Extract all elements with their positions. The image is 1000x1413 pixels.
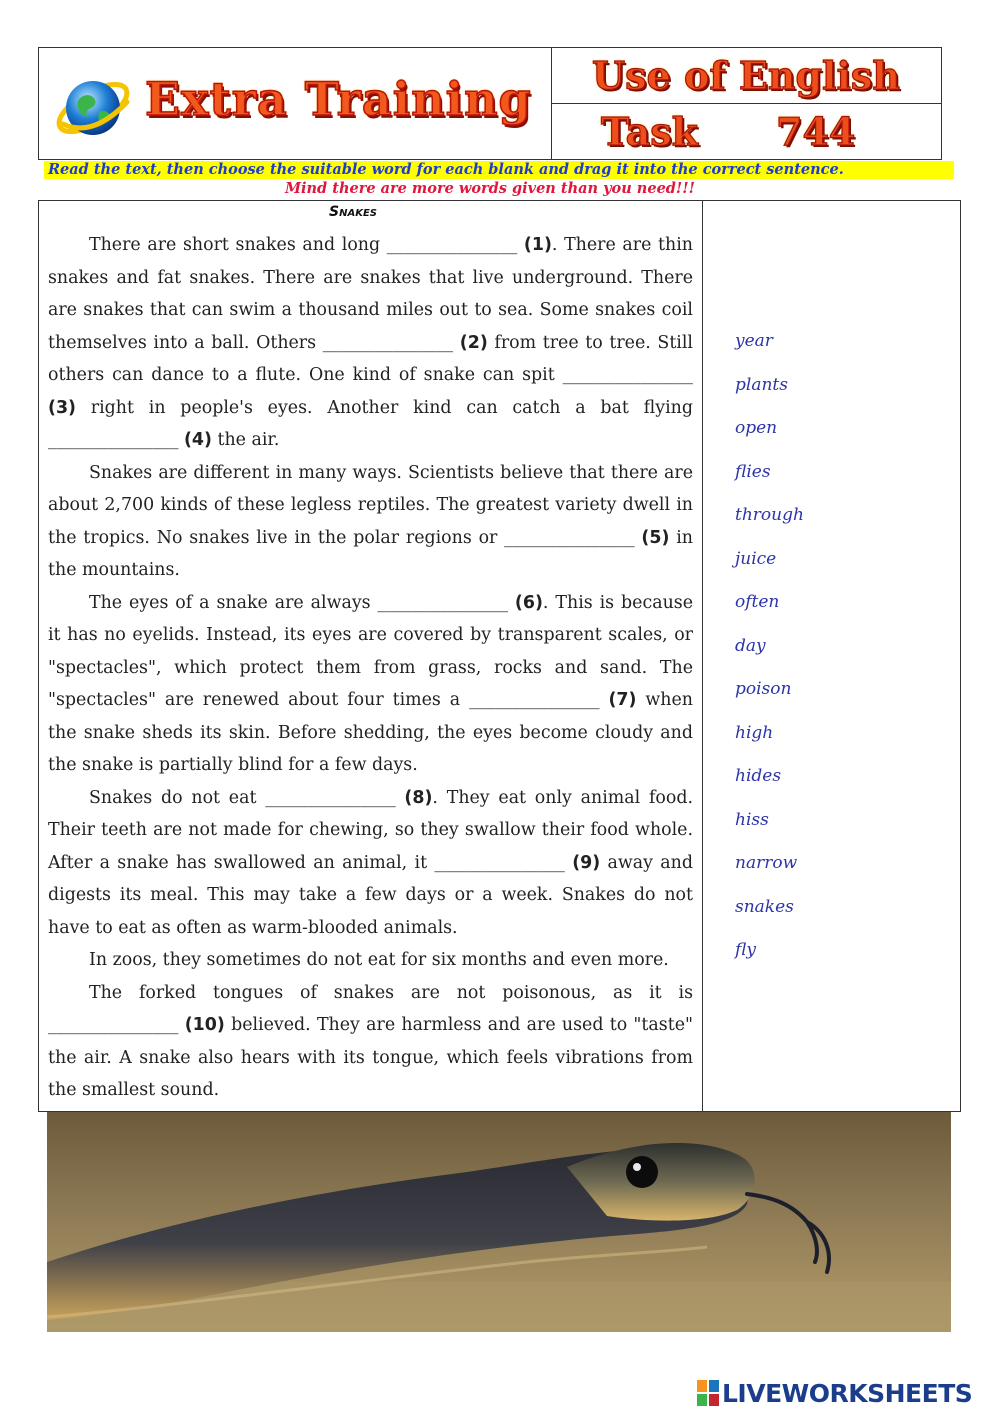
instruction-line: Read the text, then choose the suitable word for each blank and drag it into the correct sentence.	[44, 161, 954, 179]
gap-number: (7)	[608, 690, 637, 710]
header	[38, 47, 942, 160]
word-option[interactable]: fly	[735, 940, 756, 960]
word-option[interactable]: snakes	[735, 896, 794, 917]
paragraph-2: Snakes are different in many ways. Scientists believe that there are about 2,700 kinds of these legless reptiles. The greatest variety dwell in the tropics. No snakes live in the polar regions or _______________ (5) in the mountains.	[48, 462, 693, 580]
globe-logo-icon	[53, 68, 133, 148]
gap-number: (1)	[523, 235, 552, 255]
snake-photo	[47, 1112, 951, 1332]
word-option[interactable]: flies	[735, 461, 771, 482]
paragraph-4: Snakes do not eat _______________ (8). They eat only animal food. Their teeth are not made for chewing, so they swallow their food whole. After a snake has swallowed an animal, it _______________ (9) away and digests its meal. This may take a few days or a week. Snakes do not have to eat as often as warm-blooded animals.	[48, 787, 693, 938]
word-option[interactable]: narrow	[735, 853, 798, 873]
word-option[interactable]: hides	[735, 766, 782, 786]
word-option[interactable]: hiss	[735, 809, 769, 830]
gap-number: (4)	[183, 430, 212, 450]
task-label: Task	[601, 109, 698, 154]
brand-title: Extra Training	[145, 72, 532, 126]
gap-number: (6)	[514, 592, 543, 613]
gap-number: (3)	[48, 397, 76, 418]
blank-6[interactable]: _______________	[377, 592, 508, 613]
blank-5[interactable]: _______________	[504, 527, 635, 548]
word-option[interactable]: high	[735, 722, 774, 743]
blank-9[interactable]: _______________	[434, 852, 565, 873]
liveworksheets-text: LIVEWORKSHEETS	[722, 1378, 973, 1408]
column-divider	[702, 201, 703, 1111]
word-option[interactable]: year	[735, 331, 773, 351]
paragraph-3: The eyes of a snake are always _______________ (6). This is because it has no eyelids. Instead, its eyes are covered by transparent scales, or "spectacles", which protect them from grass, rocks and sand. The "spectacles" are renewed about four times a _______________ (7) when the snake sheds its skin. Before shedding, the eyes become cloudy and the snake is partially blind for a few days.	[48, 592, 693, 775]
gap-number: (10)	[184, 1015, 225, 1035]
paragraph-6: The forked tongues of snakes are not poisonous, as it is _______________ (10) believed. They are harmless and are used to "taste" the air. A snake also hears with its tongue, which feels vibrations from the smallest sound.	[48, 982, 693, 1100]
gap-number: (9)	[572, 852, 601, 873]
word-option[interactable]: often	[735, 592, 780, 612]
subject-title: Use of English	[551, 48, 941, 104]
gap-number: (5)	[641, 527, 670, 548]
instruction-warning: Mind there are more words given than you need!!!	[284, 180, 696, 197]
blank-8[interactable]: _______________	[265, 787, 396, 808]
task-cell	[551, 48, 941, 159]
word-option[interactable]: juice	[735, 548, 777, 569]
blank-4[interactable]: _______________	[48, 430, 179, 450]
blank-1[interactable]: _______________	[386, 235, 518, 255]
liveworksheets-badge-icon	[697, 1380, 719, 1406]
task-number: 744	[776, 109, 856, 154]
paragraph-1: There are short snakes and long _______________ (1). There are thin snakes and fat snakes. There are snakes that live underground. There are snakes that can swim a thousand miles out to sea. Some snakes coil themselves into a ball. Others _______________ (2) from tree to tree. Still others can dance to a flute. One kind of snake can spit _______________ (3) right in people's eyes. Another kind can catch a bat flying _______________ (4) the air.	[48, 235, 693, 450]
gap-number: (2)	[459, 332, 488, 353]
liveworksheets-logo[interactable]	[697, 1377, 972, 1409]
blank-2[interactable]: _______________	[322, 332, 454, 353]
blank-7[interactable]: _______________	[469, 690, 600, 710]
article-title: Snakes	[329, 204, 377, 220]
word-bank	[735, 327, 935, 980]
task-title	[551, 104, 941, 159]
article-text	[48, 229, 693, 1107]
word-option[interactable]: day	[735, 635, 766, 656]
word-option[interactable]: through	[735, 505, 804, 525]
paragraph-5: In zoos, they sometimes do not eat for six months and even more.	[89, 950, 669, 970]
word-option[interactable]: plants	[735, 374, 788, 395]
word-option[interactable]: poison	[735, 679, 792, 699]
blank-10[interactable]: _______________	[48, 1015, 179, 1035]
word-option[interactable]: open	[735, 418, 778, 438]
brand-cell	[39, 48, 552, 159]
blank-3[interactable]: _______________	[562, 365, 693, 385]
gap-number: (8)	[404, 787, 433, 808]
